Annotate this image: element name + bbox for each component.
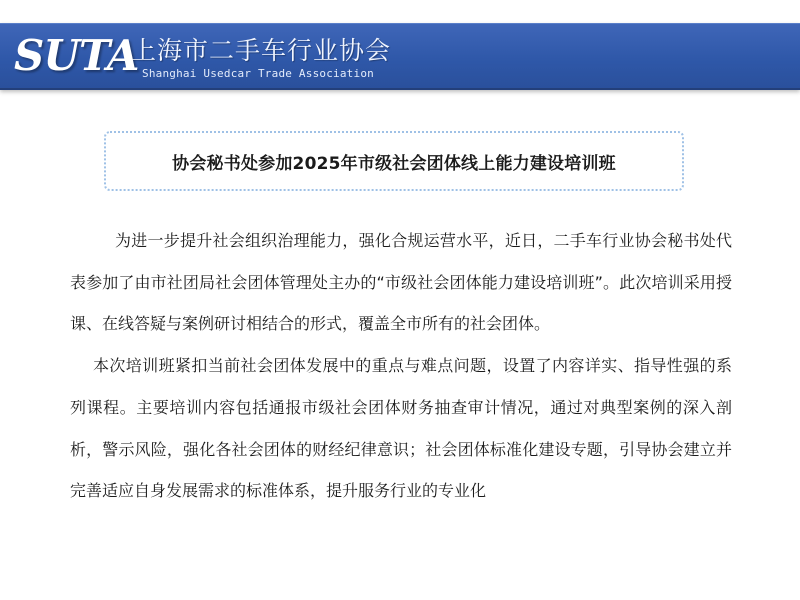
org-name-english: Shanghai Usedcar Trade Association xyxy=(142,67,374,80)
article-title: 协会秘书处参加2025年市级社会团体线上能力建设培训班 xyxy=(172,153,616,174)
article-title-box xyxy=(104,131,684,191)
header-banner xyxy=(0,23,800,90)
suta-logo: SUTA xyxy=(14,31,139,80)
article-body xyxy=(70,220,732,512)
paragraph-1: 为进一步提升社会组织治理能力，强化合规运营水平，近日，二手车行业协会秘书处代表参加了由市社团局社会团体管理处主办的“市级社会团体能力建设培训班”。此次培训采用授课、在线答疑与案例研讨相结合的形式，覆盖全市所有的社会团体。 xyxy=(70,231,732,334)
org-name-chinese: 上海市二手车行业协会 xyxy=(131,36,392,65)
paragraph-2: 本次培训班紧扣当前社会团体发展中的重点与难点问题，设置了内容详实、指导性强的系列课程。主要培训内容包括通报市级社会团体财务抽查审计情况，通过对典型案例的深入剖析，警示风险，强化各社会团体的财经纪律意识；社会团体标准化建设专题，引导协会建立并完善适应自身发展需求的标准体系，提升服务行业的专业化 xyxy=(70,356,732,501)
